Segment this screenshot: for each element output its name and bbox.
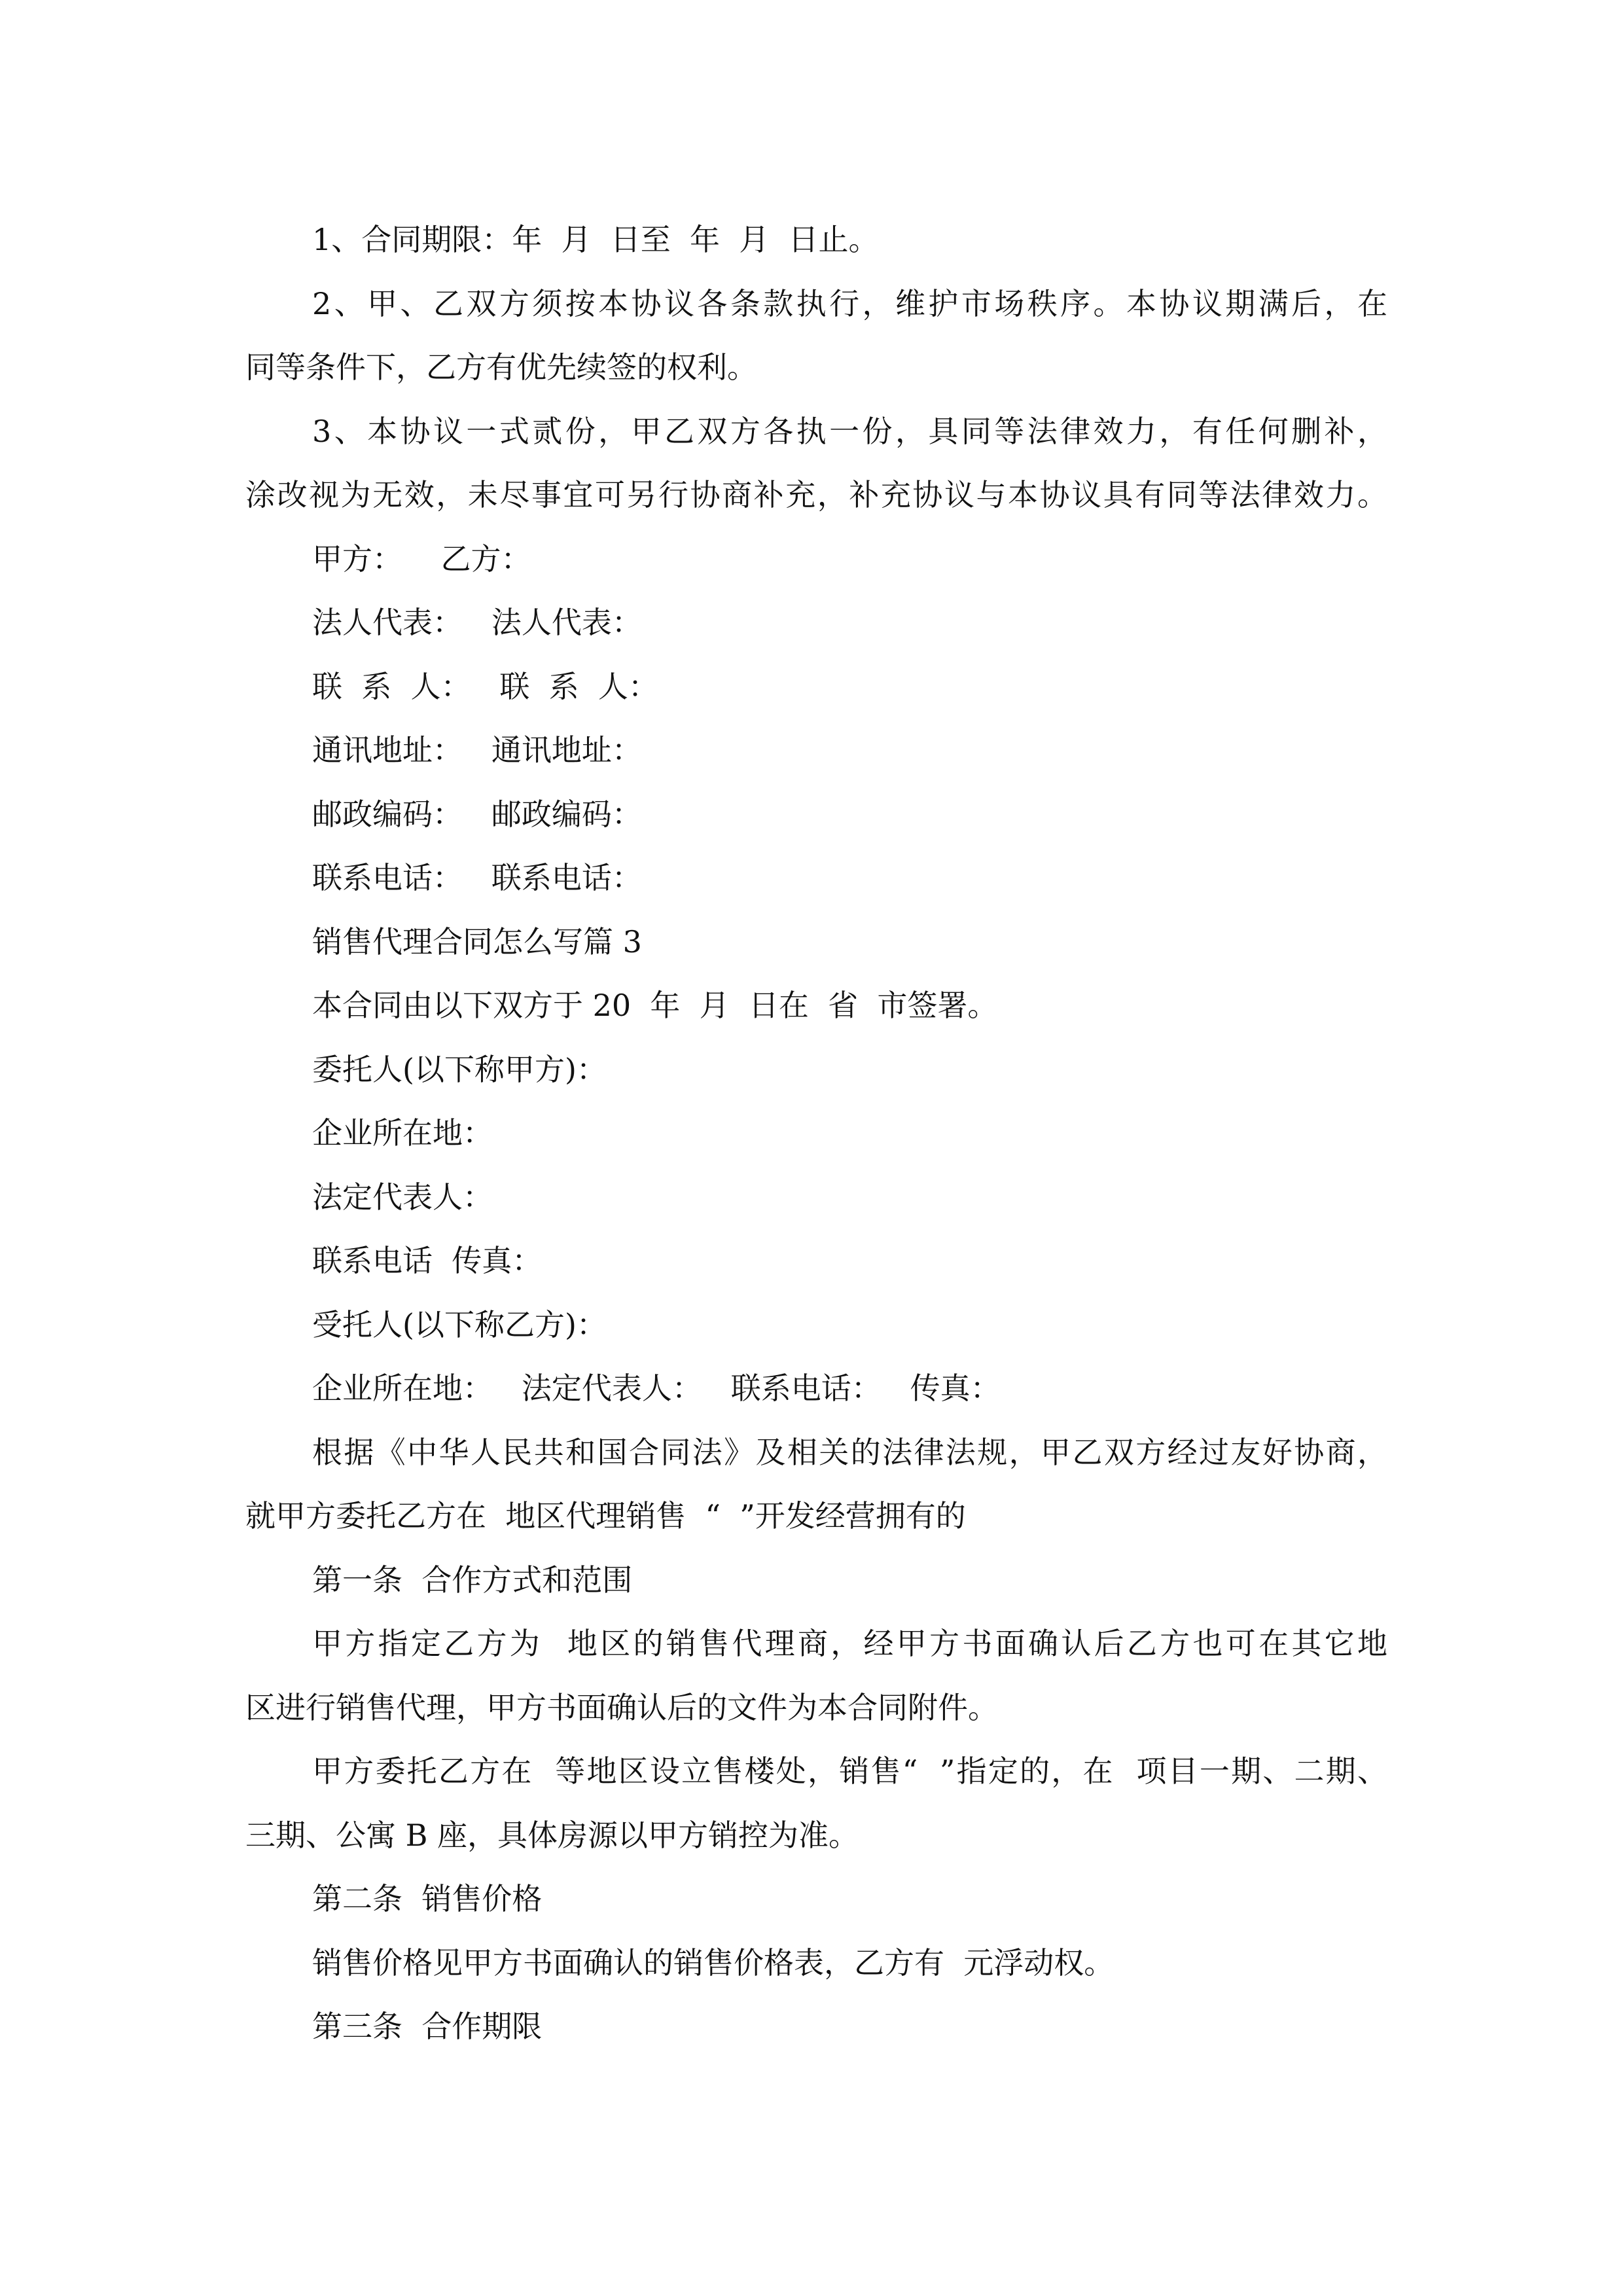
principal-location: 企业所在地： xyxy=(312,1115,493,1151)
section-heading-3: 销售代理合同怎么写篇 3 xyxy=(312,924,642,960)
article-1-heading: 第一条 合作方式和范围 xyxy=(312,1562,633,1598)
address-labels: 通讯地址： 通讯地址： xyxy=(312,732,642,768)
preamble-line-2: 就甲方委托乙方在 地区代理销售 “ ”开发经营拥有的 xyxy=(245,1498,966,1534)
article-1-para-2-line-2: 三期、公寓 B 座，具体房源以甲方销控为准。 xyxy=(245,1817,859,1853)
article-1-para-1-line-1: 甲方指定乙方为 地区的销售代理商，经甲方书面确认后乙方也可在其它地 xyxy=(312,1626,1387,1661)
article-2-heading: 第二条 销售价格 xyxy=(312,1881,543,1916)
principal-label: 委托人(以下称甲方)： xyxy=(312,1051,607,1087)
agent-label: 受托人(以下称乙方)： xyxy=(312,1306,607,1342)
signing-statement: 本合同由以下双方于 20 年 月 日在 省 市签署。 xyxy=(312,988,998,1023)
article-1-para-2-line-1: 甲方委托乙方在 等地区设立售楼处，销售“ ”指定的，在 项目一期、二期、 xyxy=(312,1753,1387,1789)
contact-person-labels: 联 系 人： 联 系 人： xyxy=(312,668,658,704)
article-1-para-1-line-2: 区进行销售代理，甲方书面确认后的文件为本合同附件。 xyxy=(245,1689,998,1725)
party-labels: 甲方： 乙方： xyxy=(312,541,531,577)
article-3-heading: 第三条 合作期限 xyxy=(312,2009,543,2044)
phone-labels: 联系电话： 联系电话： xyxy=(312,860,642,895)
clause-execution-line-2: 同等条件下，乙方有优先续签的权利。 xyxy=(245,350,757,385)
clause-contract-term: 1、合同期限：年 月 日至 年 月 日止。 xyxy=(312,222,879,257)
preamble-line-1: 根据《中华人民共和国合同法》及相关的法律法规，甲乙双方经过友好协商， xyxy=(312,1434,1387,1470)
legal-rep-labels: 法人代表： 法人代表： xyxy=(312,605,642,640)
clause-copies-line-1: 3、本协议一式贰份，甲乙双方各执一份，具同等法律效力，有任何删补， xyxy=(312,413,1387,449)
clause-execution-line-1: 2、甲、乙双方须按本协议各条款执行，维护市场秩序。本协议期满后，在 xyxy=(312,285,1387,321)
document-body xyxy=(245,208,1387,2059)
postcode-labels: 邮政编码： 邮政编码： xyxy=(312,796,642,832)
principal-phone-fax: 联系电话 传真： xyxy=(312,1243,543,1278)
agent-details: 企业所在地： 法定代表人： 联系电话： 传真： xyxy=(312,1371,1001,1406)
clause-copies-line-2: 涂改视为无效，未尽事宜可另行协商补充，补充协议与本协议具有同等法律效力。 xyxy=(245,477,1387,512)
principal-legal-rep: 法定代表人： xyxy=(312,1179,493,1215)
article-2-body: 销售价格见甲方书面确认的销售价格表，乙方有 元浮动权。 xyxy=(312,1945,1115,1981)
